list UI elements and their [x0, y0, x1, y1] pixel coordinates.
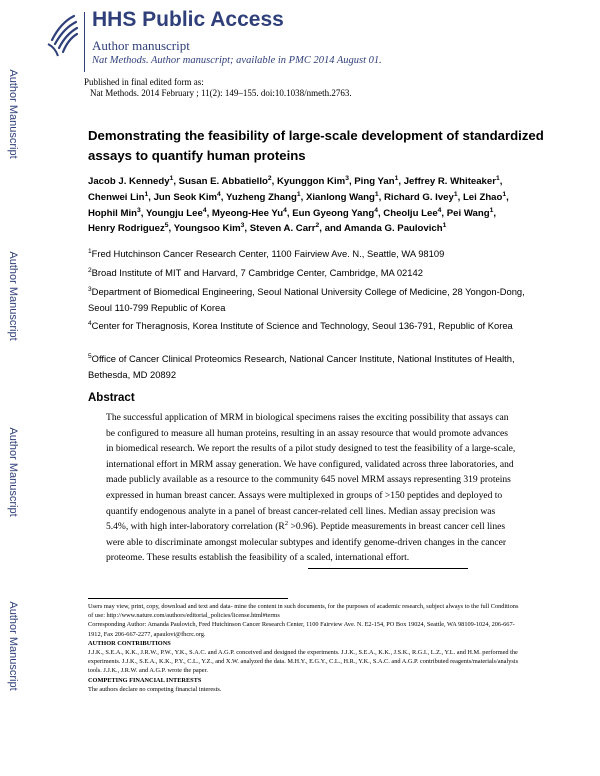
- journal-availability-text: Nat Methods. Author manuscript; available in PMC 2014 August 01.: [92, 55, 382, 66]
- affiliation-5: $^5$Office of Cancer Clinical Proteomics Research, National Cancer Institute, National Institutes of Health, Bethesda, MD 20892: [88, 352, 515, 380]
- author-name: Yuzheng Zhang: [225, 191, 297, 203]
- abstract-end-rule: [308, 568, 468, 569]
- author-name: Jacob J. Kennedy: [88, 176, 170, 187]
- published-as-label: Published in final edited form as:: [84, 77, 204, 87]
- author-contributions-text: J.J.K., S.E.A., K.K., J.R.W., P.W., Y.K., S.A.C. and A.G.P. conceived and designed the experiments. J.J.K., S.E.A., K.K., J.S.K., R.G.I., L.Z., Y.L. and H.M. performed the experiments. J.J.K., S.E.A., K.K., P.Y., C.L., Y.Z., and X.W. analyzed the data. M.H.Y., E.G.Y., C.L., H.R., Y.K., S.A.C. and A.G.P. contributed reagents/materials/analysis tools. J.J.K., J.R.W. and A.G.P. wrote the paper.: [88, 649, 519, 675]
- author-contributions-heading: AUTHOR CONTRIBUTIONS: [88, 639, 171, 647]
- affiliation-1: $^1$Fred Hutchinson Cancer Research Center, 1100 Fairview Ave. N., Seattle, WA 98109: [88, 247, 445, 259]
- author-name: Steven A. Carr: [249, 223, 316, 235]
- author-affiliation-marker: 4: [283, 206, 287, 214]
- author-name: Jeffrey R. Whiteaker: [403, 176, 496, 187]
- author-name: Henry Rodriguez: [88, 223, 165, 235]
- author-affiliation-marker: 1: [502, 190, 507, 198]
- author-name: Amanda G. Paulovich: [343, 223, 443, 235]
- author-affiliation-marker: 3: [240, 222, 245, 230]
- author-name: Richard G. Ivey: [383, 191, 454, 203]
- abstract-heading: Abstract: [88, 392, 135, 404]
- side-label-author-manuscript-3: Author Manuscript: [7, 427, 19, 517]
- author-name: Ping Yan: [354, 176, 395, 187]
- author-manuscript-subtitle: Author manuscript: [92, 38, 190, 53]
- author-name: Myeong-Hee Yu: [211, 207, 284, 219]
- affiliation-4: $^4$Center for Theragnosis, Korea Institute of Science and Technology, Seoul 136-791, Republic of Korea: [88, 319, 513, 331]
- affiliation-3: $^3$Department of Biomedical Engineering, Seoul National University College of Medicine, 28 Yongon-Dong, Seoul 110-799 Republic of Korea: [88, 285, 525, 313]
- side-label-author-manuscript-1: Author Manuscript: [7, 69, 19, 159]
- author-affiliation-marker: 2: [267, 174, 272, 182]
- author-name: Youngsoo Kim: [173, 223, 241, 235]
- author-affiliation-marker: 1: [495, 174, 500, 182]
- header-divider: [84, 12, 85, 72]
- author-affiliation-marker: 4: [217, 190, 221, 198]
- author-affiliation-marker: 1: [296, 190, 301, 198]
- corresponding-author-note: Corresponding Author: Amanda Paulovich, Fred Hutchinson Cancer Research Center, 1100 Fairview Ave. N. E2-154, PO Box 19024, Seattle, WA 98109-1024, 206-667-1912, Fax 206-667-2277, apaulovi@fhcrc.org.: [88, 621, 515, 638]
- author-name: Jun Seok Kim: [153, 191, 218, 203]
- abstract-text: The successful application of MRM in biological specimens raises the exciting possibility that assays can be configured to measure all human proteins, resulting in an assay resource that would promote advances in biomedical research. We report the results of a pilot study designed to test the feasibility of a large-scale, international effort in MRM assay generation. We have configured, validated across three laboratories, and made publicly available as a resource to the community 645 novel MRM assays representing 319 proteins expressed in human breast cancer. Assays were multiplexed in groups of >150 peptides and deployed to quantify endogenous analyte in a panel of breast cancer-related cell lines. Median assay precision was 5.4%, with high inter-laboratory correlation $(R^2 >0.96)$. Peptide measurements in breast cancer cell lines were able to discriminate amongst molecular subtypes and identify genome-driven changes in the cancer proteome. These results establish the feasibility of a scaled, international effort.: [106, 412, 516, 564]
- author-name: Lei Zhao: [462, 191, 503, 203]
- hhs-public-access-title: HHS Public Access: [92, 8, 284, 31]
- footnotes: [88, 602, 520, 694]
- competing-interests-heading: COMPETING FINANCIAL INTERESTS: [88, 676, 202, 684]
- author-affiliation-marker: 1: [169, 174, 174, 182]
- journal-availability-line: [92, 55, 382, 66]
- author-affiliation-marker: 1: [144, 190, 149, 198]
- competing-interests-text: The authors declare no competing financial interests.: [88, 685, 222, 693]
- paper-title: Demonstrating the feasibility of large-scale development of standardized assays to quantify human proteins: [88, 128, 544, 163]
- author-affiliation-marker: 3: [345, 174, 349, 182]
- author-affiliation-marker: 1: [442, 222, 447, 230]
- author-name: Xianlong Wang: [305, 191, 375, 203]
- author-name: Youngju Lee: [145, 207, 203, 219]
- citation: Nat Methods. 2014 February ; 11(2): 149–155. doi:10.1038/nmeth.2763.: [90, 88, 352, 98]
- author-name: Eun Gyeong Yang: [292, 207, 375, 219]
- author-affiliation-marker: 1: [374, 190, 379, 198]
- author-name: Pei Wang: [446, 207, 490, 219]
- hhs-eagle-logo-icon: [44, 10, 82, 58]
- author-name: Chenwei Lin: [88, 191, 145, 203]
- author-affiliation-marker: 4: [202, 206, 207, 214]
- author-affiliation-marker: 2: [315, 222, 320, 230]
- author-affiliation-marker: 1: [453, 190, 458, 198]
- author-list: Jacob J. Kennedy$^1$, Susan E. Abbatiello$^2$, Kyunggon Kim$^3$, Ping Yan$^1$, Jeffrey R. Whiteaker$^1$, Chenwei Lin$^1$, Jun Seok Kim$^4$, Yuzheng Zhang$^1$, Xianlong Wang$^1$, Richard G. Ivey$^1$, Lei Zhao$^1$, Hophil Min$^3$, Youngju Lee$^4$, Myeong-Hee Yu$^4$, Eun Gyeong Yang$^4$, Cheolju Lee$^4$, Pei Wang$^1$, Henry Rodriguez$^5$, Youngsoo Kim$^3$, Steven A. Carr$^2$, and Amanda G. Paulovich$^1$: [88, 174, 509, 235]
- side-label-author-manuscript-2: Author Manuscript: [7, 251, 19, 341]
- author-affiliation-marker: 1: [489, 206, 494, 214]
- author-affiliation-marker: 1: [394, 174, 399, 182]
- author-affiliation-marker: 4: [374, 206, 378, 214]
- author-affiliation-marker: 3: [137, 206, 141, 214]
- author-affiliation-marker: 5: [164, 222, 169, 230]
- footnote-rule: [88, 598, 288, 599]
- author-name: Susan E. Abbatiello: [178, 176, 268, 187]
- author-affiliation-marker: 4: [437, 206, 442, 214]
- author-name: Kyunggon Kim: [276, 176, 346, 187]
- affiliation-2: $^2$Broad Institute of MIT and Harvard, 7 Cambridge Center, Cambridge, MA 02142: [88, 266, 423, 278]
- side-label-author-manuscript-4: Author Manuscript: [7, 601, 19, 691]
- terms-of-use-note: Users may view, print, copy, download and text and data- mine the content in such documents, for the purposes of academic research, subject always to the full Conditions of use: http://www.nature.com/authors/editorial_policies/license.html#terms: [88, 603, 519, 620]
- author-name: Cheolju Lee: [383, 207, 438, 219]
- author-name: Hophil Min: [88, 207, 138, 219]
